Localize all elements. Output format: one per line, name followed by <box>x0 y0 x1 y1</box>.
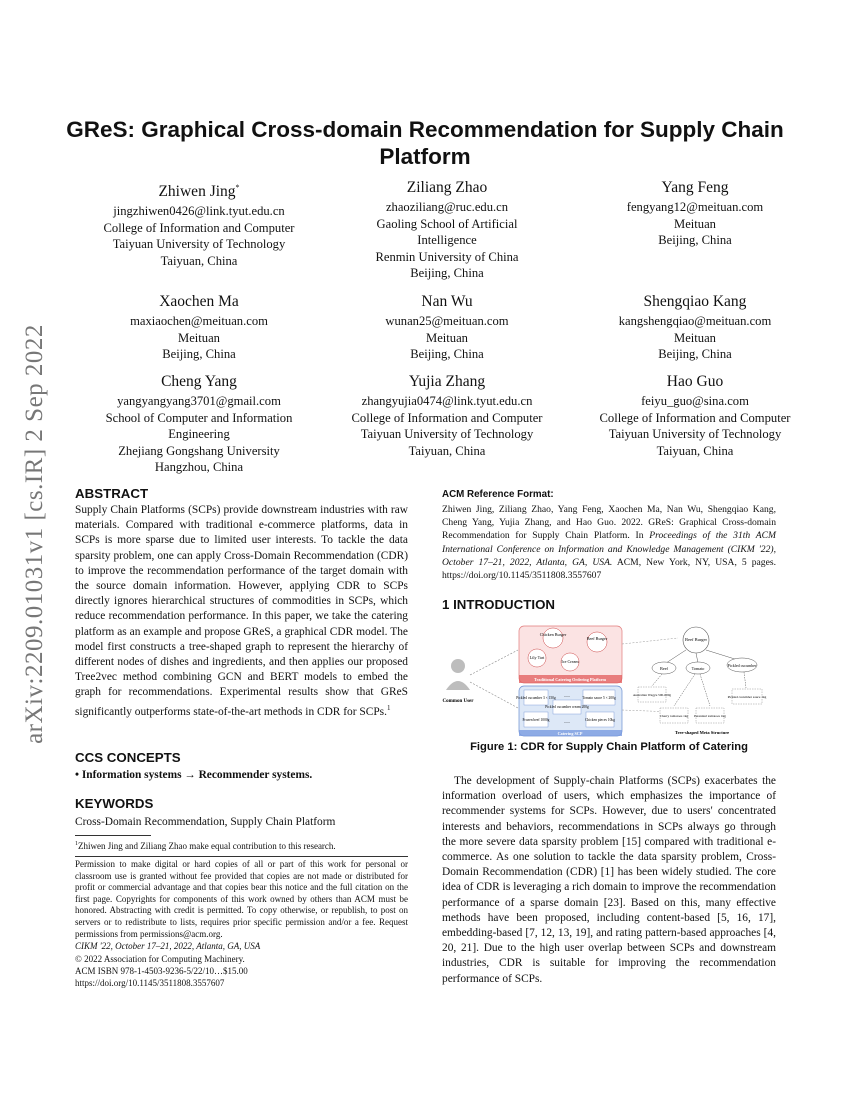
author-affiliation: Beijing, China <box>410 266 484 281</box>
figure-1 <box>440 620 780 738</box>
acm-ref-heading: ACM Reference Format: <box>442 489 554 500</box>
top-item: Lily Tart <box>529 655 545 660</box>
author-name: Xaochen Ma <box>159 293 239 310</box>
top-item: Beef Burger <box>586 636 608 641</box>
tree-leaf: Pickled cucumber sauce 1kg <box>727 695 767 699</box>
equal-contribution-footnote: $^1$Zhiwen Jing and Ziliang Zhao make equal contribution to this research. <box>75 841 336 851</box>
author-name: Yang Feng <box>661 179 729 196</box>
author-email: zhangyujia0474@link.tyut.edu.cn <box>361 394 533 408</box>
tree-leaf: Perennial tomatoes 1kg <box>694 714 726 718</box>
author-mark: * <box>235 183 240 192</box>
author-affiliation: Meituan <box>178 330 220 345</box>
bottom-item: Frozen beef 1000g <box>522 718 550 722</box>
permission-notice: Permission to make digital or hard copies of all or part of this work for personal or classroom use is granted without fee provided that copies are not made or distributed for profit or commercial advantage and that copies bear this notice and the full citation on the first page. Copyrights for components of this work owned by others than ACM must be honored. Abstracting with credit is permitted. To copy otherwise, or republish, to post on servers or to redistribute to lists, requires prior specific permission and/or a fee. Request permissions from permissions@acm.org. <box>75 859 408 939</box>
copyright-line: © 2022 Association for Computing Machinery. <box>75 954 245 964</box>
author-name: Cheng Yang <box>161 373 237 390</box>
paper-title: GReS: Graphical Cross-domain Recommendation for Supply Chain Platform <box>66 117 784 169</box>
arxiv-identifier: arXiv:2209.01031v1 [cs.IR] 2 Sep 2022 <box>21 324 48 744</box>
author-8 <box>575 372 815 459</box>
author-name: Zhiwen Jing <box>158 183 236 201</box>
author-0 <box>79 178 319 270</box>
bottom-box-label: Catering SCP <box>557 731 583 736</box>
author-email: maxiaochen@meituan.com <box>130 314 268 328</box>
author-affiliation: College of Information and Computer <box>351 410 543 425</box>
ccs-text: • Information systems → Recommender systems. <box>75 769 313 781</box>
top-item: Chicken Burger <box>539 632 567 637</box>
footnote-rule <box>75 835 151 836</box>
bottom-item: Tomato sauce 5 × 200g <box>582 696 616 700</box>
author-affiliation: College of Information and Computer <box>599 410 791 425</box>
tree-mid: Tomato <box>691 666 705 671</box>
dots: … <box>564 719 570 725</box>
author-5 <box>575 292 815 363</box>
author-affiliation: Taiyuan University of Technology <box>112 237 286 252</box>
permission-rule <box>75 856 408 857</box>
acm-ref-text: Zhiwen Jing, Ziliang Zhao, Yang Feng, Xaochen Ma, Nan Wu, Shengqiao Kang, Cheng Yang, Yujia Zhang, and Hao Guo. 2022. GReS: Graphical Cross-domain Recommendation for Supply Chain Platform. In Proceedings of the 31th ACM International Conference on Information and Knowledge Management (CIKM '22), October 17–21, 2022, Atlanta, GA, USA. ACM, New York, NY, USA, 5 pages. https://doi.org/10.1145/3511808.3557607 <box>442 504 776 582</box>
author-affiliation: Intelligence <box>417 233 477 248</box>
author-1 <box>327 178 567 282</box>
author-6 <box>79 372 319 476</box>
author-name: Hao Guo <box>666 373 724 390</box>
author-affiliation: Taiyuan, China <box>656 443 734 458</box>
keywords-text: Cross-Domain Recommendation, Supply Chain Platform <box>75 816 336 828</box>
bottom-item: Chicken pieces 10kg <box>585 718 615 722</box>
top-box-label: Traditional Catering Ordering Platform <box>534 677 606 682</box>
author-email: jingzhiwen0426@link.tyut.edu.cn <box>113 204 285 219</box>
author-affiliation: Meituan <box>674 216 716 231</box>
author-3 <box>79 292 319 363</box>
figure-1-caption: Figure 1: CDR for Supply Chain Platform of Catering <box>470 741 748 753</box>
tree-leaf: Cherry tomatoes 1kg <box>659 714 689 718</box>
author-affiliation: Beijing, China <box>162 347 236 362</box>
abstract-heading: ABSTRACT <box>75 486 149 501</box>
author-2 <box>575 178 815 249</box>
user-label: Common User <box>442 699 474 704</box>
author-affiliation: Engineering <box>168 427 230 442</box>
author-name: Nan Wu <box>421 293 473 310</box>
author-email: zhaoziliang@ruc.edu.cn <box>385 200 509 214</box>
author-name-row <box>79 178 319 202</box>
tree-leaf: Australian Wagyu 500-600g <box>632 693 672 697</box>
author-email: wunan25@meituan.com <box>385 314 509 328</box>
ccs-heading: CCS CONCEPTS <box>75 750 181 765</box>
conference-line: CIKM '22, October 17–21, 2022, Atlanta, GA, USA <box>75 941 261 951</box>
tree-mid: Beef <box>660 666 668 671</box>
author-affiliation: Beijing, China <box>658 347 732 362</box>
tree-mid: Pickled cucumber <box>727 663 757 668</box>
author-affiliation: Beijing, China <box>410 347 484 362</box>
author-email: kangshengqiao@meituan.com <box>618 314 772 328</box>
author-affiliation: School of Computer and Information <box>105 410 293 425</box>
author-affiliation: Taiyuan, China <box>408 443 486 458</box>
bottom-item: Pickled cucumber cream 200g <box>545 705 589 709</box>
dots: … <box>564 693 570 699</box>
user-body-icon <box>446 681 470 690</box>
bottom-item: Pickled cucumber 3 × 150g <box>516 696 556 700</box>
introduction-heading: 1 INTRODUCTION <box>442 597 556 612</box>
keywords-heading: KEYWORDS <box>75 796 154 811</box>
author-email: yangyangyang3701@gmail.com <box>117 394 281 408</box>
author-affiliation: College of Information and Computer <box>103 220 295 235</box>
doi-line: https://doi.org/10.1145/3511808.3557607 <box>75 978 225 988</box>
author-affiliation: Hangzhou, China <box>154 460 244 475</box>
author-affiliation: Taiyuan University of Technology <box>360 427 534 442</box>
introduction-text: The development of Supply-chain Platforms (SCPs) exacerbates the information overload of users, which emphasizes the importance of recommender systems for SCPs. However, due to users' concentrated interests and behaviors, recommendations in SCPs always go through the more severe data sparsity problem [15] compared with traditional e-commerce. As one solution to tackle the data sparsity problem, Cross-Domain Recommendation (CDR) [1] has been widely studied. The core idea of CDR is leveraging a rich domain to improve the recommendation performance of a sparse domain [23]. Based on this, many effective methods have been proposed, including content-based [5, 16, 17], embedding-based [7, 12, 13, 19], and rating pattern-based approaches [4, 20, 21]. Due to the high user overlap between SCPs and downstream industries, CDR is suitable for improving the recommendation performance of SCPs. <box>442 775 776 985</box>
figure-1-diagram <box>440 620 780 738</box>
author-affiliation: Taiyuan University of Technology <box>608 427 782 442</box>
author-email: fengyang12@meituan.com <box>626 200 764 214</box>
author-affiliation: Beijing, China <box>658 233 732 248</box>
author-affiliation: Taiyuan, China <box>160 253 238 268</box>
abstract-text: Supply Chain Platforms (SCPs) provide downstream industries with raw materials. Compared with traditional e-commerce platforms, data in SCPs is more sparse due to limited user interests. To tackle the data sparsity problem, one can apply Cross-Domain Recommendation (CDR) to improve the recommendation performance of the target domain with the source domain information. However, applying CDR to SCPs directly ignores hierarchical structures of commodities in SCPs, which reduce recommendation performance. In this paper, we take the catering platform as an example and propose GReS, a graphical CDR model. The model first constructs a tree-shaped graph to represent the hierarchy of different nodes of dishes and ingredients, and then applies our proposed Tree2vec method combining GCN and BERT models to embed the graph for recommendations. Experimental results show that GReS significantly outperforms state-of-the-art methods in CDR for SCPs.$^1$ <box>75 504 408 718</box>
user-head-icon <box>451 659 465 673</box>
tree-label: Tree-shaped Meta Structure <box>674 730 730 735</box>
tree-root: Beef Burger <box>684 637 708 642</box>
author-email: feiyu_guo@sina.com <box>641 394 749 408</box>
author-4 <box>327 292 567 363</box>
top-item: Ice Cream <box>561 659 579 664</box>
author-name: Shengqiao Kang <box>643 293 747 310</box>
author-affiliation: Meituan <box>426 330 468 345</box>
author-7 <box>327 372 567 459</box>
author-affiliation: Zhejiang Gongshang University <box>118 443 280 458</box>
author-affiliation: Renmin University of China <box>375 249 519 264</box>
author-name: Ziliang Zhao <box>406 179 488 196</box>
isbn-line: ACM ISBN 978-1-4503-9236-5/22/10…$15.00 <box>75 966 248 976</box>
author-affiliation: Gaoling School of Artificial <box>376 216 518 231</box>
author-affiliation: Meituan <box>674 330 716 345</box>
author-name: Yujia Zhang <box>408 373 486 390</box>
